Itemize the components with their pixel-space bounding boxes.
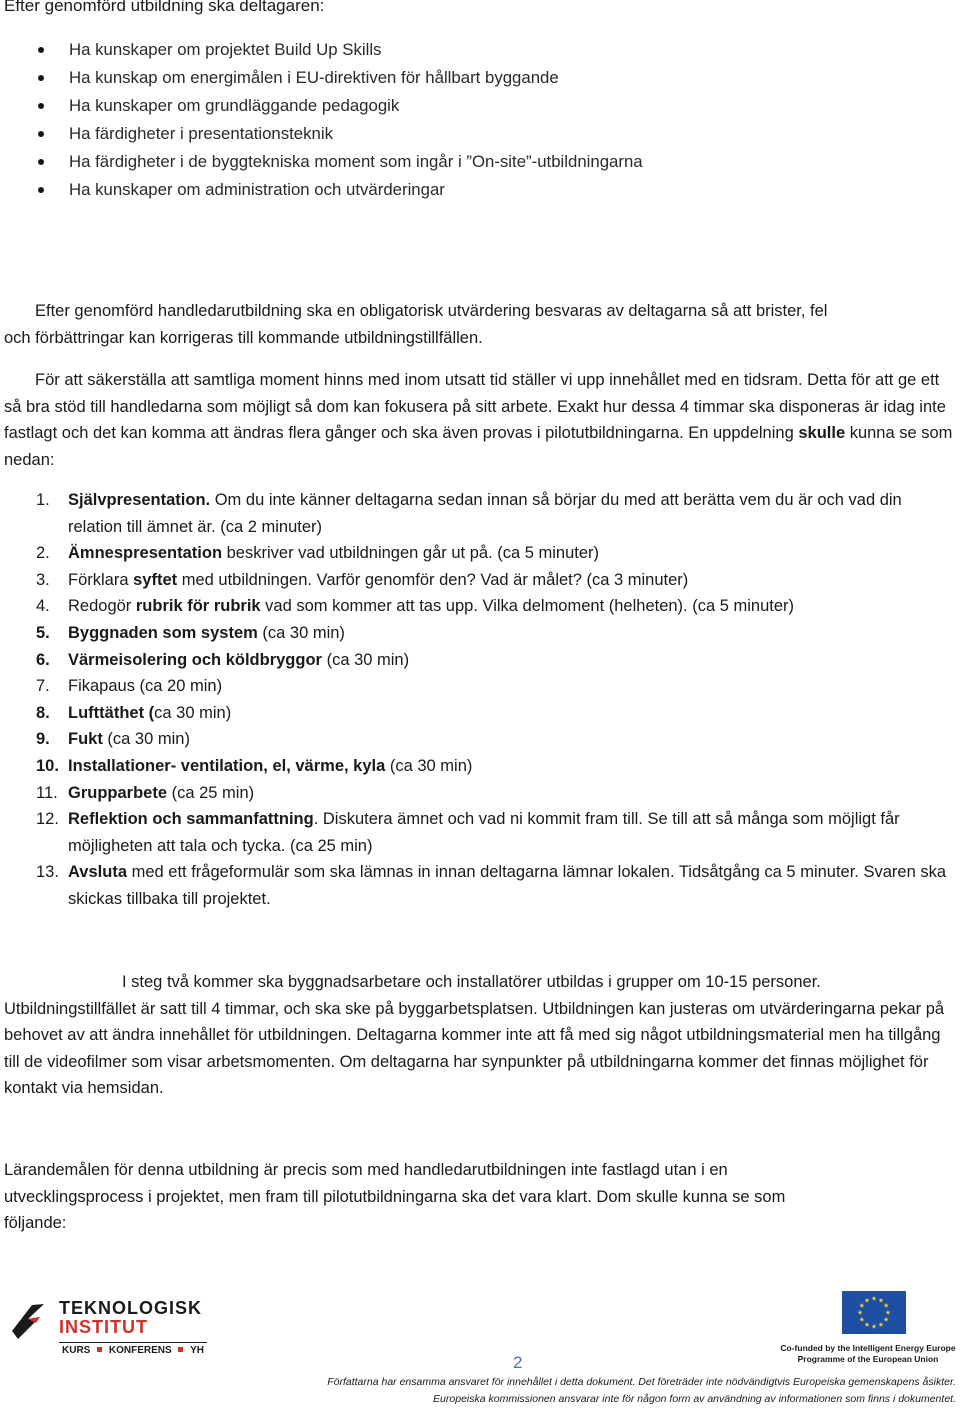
session-steps-list (6, 487, 956, 913)
step-text-pre: Fikapaus (ca 20 min) (68, 677, 223, 696)
eu-star-icon (879, 1322, 884, 1327)
step-number: 6. (36, 650, 50, 669)
bullet-item (38, 64, 643, 92)
eu-cofunding-line1: Co-funded by the Intelligent Energy Europe (780, 1343, 956, 1353)
step-number: 3. (36, 570, 50, 589)
bullet-text: Ha kunskaper om projektet Build Up Skills (69, 40, 382, 59)
paragraph-evaluation-line1: Efter genomförd handledarutbildning ska en obligatorisk utvärdering besvaras av deltagarna så att brister, fel (35, 302, 828, 320)
logo-line-1: TEKNOLOGISK (59, 1298, 203, 1318)
step-item (6, 780, 956, 807)
bullet-dot-icon (38, 47, 44, 53)
step-title: Avsluta (68, 863, 127, 882)
bullet-dot-icon (38, 75, 44, 81)
step-text: (ca 30 min) (102, 730, 190, 749)
step-item (6, 593, 956, 620)
step-number: 13. (36, 863, 59, 882)
step-text: (ca 30 min) (321, 650, 410, 669)
eu-stars-icon (842, 1291, 906, 1334)
disclaimer-note (327, 1374, 956, 1408)
eu-star-icon (884, 1303, 889, 1308)
step-title: Grupparbete (68, 783, 168, 802)
step-title: Lufttäthet ( (68, 703, 155, 722)
step-number: 8. (36, 703, 50, 722)
paragraph-evaluation (4, 298, 956, 351)
step-item (6, 753, 956, 780)
step-item (6, 673, 956, 700)
eu-flag (842, 1291, 906, 1334)
step-title: Byggnaden som system (68, 623, 258, 642)
step-text: . Diskutera ämnet och vad ni kommit fram till. Se till att så många som möjligt får möjligheten att tala och tycka. (ca 25 min) (68, 810, 900, 855)
logo-tag-konferens: KONFERENS (108, 1345, 172, 1356)
step-item (6, 647, 956, 674)
logo-tag-separator-1 (97, 1347, 102, 1352)
step-number: 11. (36, 783, 58, 802)
step-title: rubrik för rubrik (135, 597, 261, 616)
step-item (6, 859, 956, 912)
eu-star-icon (879, 1298, 884, 1303)
step-item (6, 487, 956, 540)
step-title: Reflektion och sammanfattning (68, 810, 314, 829)
logo-line-2: INSTITUT (59, 1317, 148, 1337)
logo-tagline (62, 1345, 204, 1356)
paragraph-timeframe-bold: skulle (798, 424, 846, 443)
bullet-item (38, 176, 643, 204)
logo-tag-separator-2 (178, 1347, 183, 1352)
learning-goals-list (38, 36, 643, 204)
bird-logo-icon (10, 1301, 50, 1341)
disclaimer-line2: Europeiska kommissionen ansvarar inte för någon form av användning av informationen som finns i dokumentet. (433, 1393, 956, 1405)
step-number: 5. (36, 623, 50, 642)
logo-tag-kurs: KURS (62, 1345, 91, 1356)
step-title: syftet (133, 570, 178, 589)
eu-star-icon (872, 1296, 877, 1301)
page-number: 2 (513, 1353, 523, 1372)
bullet-dot-icon (38, 131, 44, 137)
paragraph-step-two-rest: Utbildningstillfället är satt till 4 timmar, och ska ske på byggarbetsplatsen. Utbildningen kan justeras om utvärderingarna pekar på behovet av att ändra innehållet för utbildningen. Deltagarna kommer inte att få med sig något utbildningsmaterial men ha tillgång till de videofilmer som visar arbetsmomenten. Om deltagarna har synpunkter på utbildningarna kommer det finnas möjlighet för kontakt via hemsidan. (4, 999, 945, 1098)
step-text-pre: Förklara (68, 570, 134, 589)
step-text-pre: Redogör (68, 597, 136, 616)
step-text: (ca 30 min) (257, 623, 345, 642)
bullet-dot-icon (38, 103, 44, 109)
step-item (6, 540, 956, 567)
step-number: 1. (36, 491, 50, 509)
bullet-text: Ha kunskaper om administration och utvärderingar (69, 180, 445, 199)
step-item (6, 700, 956, 727)
eu-star-icon (886, 1310, 891, 1315)
step-number: 9. (36, 730, 50, 749)
bullet-item (38, 92, 643, 120)
bullet-text: Ha färdigheter i presentationsteknik (69, 124, 333, 143)
eu-star-icon (872, 1324, 877, 1329)
bullet-text: Ha färdigheter i de byggtekniska moment som ingår i ”On-site”-utbildningarna (69, 152, 643, 171)
step-text: ca 30 min) (154, 703, 232, 722)
step-text: Om du inte känner deltagarna sedan innan så börjar du med att berätta vem du är och vad din relation till ämnet är. (ca 2 minuter) (68, 491, 902, 536)
step-title: Installationer- ventilation, el, värme, kyla (68, 756, 386, 775)
paragraph-step-two (4, 969, 954, 1102)
logo-divider (59, 1342, 207, 1343)
paragraph-step-two-first: I steg två kommer ska byggnadsarbetare och installatörer utbildas i grupper om 10-15 personer. (122, 973, 821, 991)
eu-cofunding-line2: Programme of the European Union (797, 1354, 939, 1364)
teknologisk-institut-logo (10, 1298, 210, 1362)
step-item (6, 620, 956, 647)
step-title: Självpresentation. (68, 491, 211, 509)
eu-star-icon (865, 1298, 870, 1303)
eu-star-icon (859, 1317, 864, 1322)
paragraph-timeframe-text: För att säkerställa att samtliga moment hinns med inom utsatt tid ställer vi upp innehållet med en tidsram. Detta för att ge ett så bra stöd till handledarna som möjligt så dom kan fokusera på sitt arbete. Exakt hur dessa 4 timmar ska disponeras är idag inte fastlagt och det kan komma att ändras flera gånger och ska även provas i pilotutbildningarna. En uppdelning (4, 371, 946, 443)
step-number: 10. (36, 756, 59, 775)
bullet-item (38, 120, 643, 148)
step-number: 12. (36, 810, 59, 829)
step-title: Ämnespresentation (68, 544, 223, 563)
eu-star-icon (884, 1317, 889, 1322)
bullet-text: Ha kunskap om energimålen i EU-direktiven för hållbart byggande (69, 68, 559, 87)
step-item (6, 806, 956, 859)
paragraph-timeframe-end: kunna se som nedan: (4, 424, 953, 469)
paragraph-learning-goals: Lärandemålen för denna utbildning är precis som med handledarutbildningen inte fastlagd utan i en utvecklingsprocess i projektet, men fram till pilotutbildningarna ska det vara klart. Dom skulle kunna se som följande: (4, 1161, 786, 1233)
bullet-text: Ha kunskaper om grundläggande pedagogik (69, 96, 400, 115)
paragraph-evaluation-line2: och förbättringar kan korrigeras till kommande utbildningstillfällen. (4, 328, 483, 347)
step-title: Värmeisolering och köldbryggor (68, 650, 322, 669)
bullet-item (38, 36, 643, 64)
step-text: med utbildningen. Varför genomför den? Vad är målet? (ca 3 minuter) (177, 570, 689, 589)
step-number: 7. (36, 677, 50, 696)
step-item (6, 726, 956, 753)
step-text: vad som kommer att tas upp. Vilka delmoment (helheten). (ca 5 minuter) (260, 597, 795, 616)
step-text: beskriver vad utbildningen går ut på. (ca 5 minuter) (222, 544, 599, 563)
step-text: med ett frågeformulär som ska lämnas in innan deltagarna lämnar lokalen. Tidsåtgång ca 5 minuter. Svaren ska skickas tillbaka till projektet. (68, 863, 947, 908)
logo-tag-yh: YH (190, 1345, 204, 1356)
step-number: 4. (36, 597, 50, 616)
paragraph-timeframe (4, 367, 956, 473)
bullet-item (38, 148, 643, 176)
bullet-dot-icon (38, 187, 44, 193)
step-item (6, 567, 956, 594)
eu-cofunding-text (780, 1343, 956, 1365)
step-text: (ca 25 min) (167, 783, 255, 802)
eu-star-icon (865, 1322, 870, 1327)
intro-heading: Efter genomförd utbildning ska deltagaren: (4, 0, 325, 15)
bullet-dot-icon (38, 159, 44, 165)
step-title: Fukt (68, 730, 103, 749)
eu-star-icon (859, 1303, 864, 1308)
disclaimer-line1: Författarna har ensamma ansvaret för innehållet i detta dokument. Det företräder inte nödvändigtvis Europeiska gemenskapens åsikter. (327, 1376, 956, 1388)
step-number: 2. (36, 544, 50, 563)
step-text: (ca 30 min) (385, 756, 473, 775)
eu-star-icon (858, 1310, 863, 1315)
